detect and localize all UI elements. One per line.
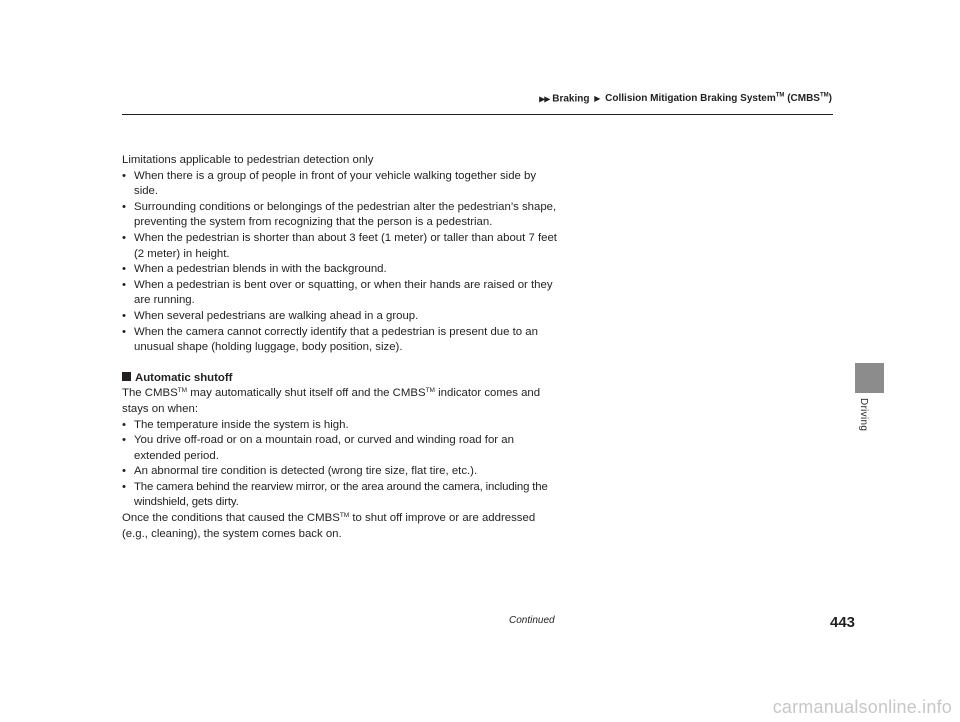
pedestrian-limits-intro: Limitations applicable to pedestrian detection only xyxy=(122,154,374,166)
double-arrow-icon: ▶▶ xyxy=(539,94,550,104)
arrow-icon: ▶ xyxy=(594,94,601,104)
watermark: carmanualsonline.info xyxy=(772,697,952,717)
chapter-label: Driving xyxy=(858,398,869,432)
bullet-icon: • xyxy=(122,278,126,291)
square-icon xyxy=(122,372,131,381)
list-item: • When the pedestrian is shorter than about 3 feet (1 meter) or taller than about 7 feet (2 meter) in height. xyxy=(122,231,557,260)
bullet-icon: • xyxy=(122,418,126,431)
list-item: • When there is a group of people in front of your vehicle walking together side by side. xyxy=(122,169,537,198)
section-heading: Automatic shutoff xyxy=(122,371,562,387)
bullet-icon: • xyxy=(122,480,126,493)
bullet-icon: • xyxy=(122,325,126,338)
list-item: • The camera behind the rearview mirror, or the area around the camera, including the windshield, gets dirty. xyxy=(122,480,548,509)
bullet-icon: • xyxy=(122,434,126,447)
closing-paragraph: Once the conditions that caused the CMBS™ to shut off improve or are addressed (e.g., cleaning), the system comes back on. xyxy=(122,512,536,540)
bullet-icon: • xyxy=(122,465,126,478)
bullet-icon: • xyxy=(122,263,126,276)
list-item: • You drive off-road or on a mountain road, or curved and winding road for an extended period. xyxy=(122,434,514,462)
shutoff-paragraph: The CMBS™ may automatically shut itself off and the CMBS™ indicator comes and stays on when: xyxy=(122,387,541,415)
bullet-icon: • xyxy=(122,309,126,322)
list-item: • When the camera cannot correctly identify that a pedestrian is present due to an unusual shape (holding luggage, body position, size). xyxy=(122,325,538,354)
header-rule xyxy=(122,114,833,115)
breadcrumb xyxy=(539,93,832,104)
bullet-icon: • xyxy=(122,231,126,244)
list-item: • When a pedestrian is bent over or squatting, or when their hands are raised or they are running. xyxy=(122,278,553,307)
list-item: • An abnormal tire condition is detected (wrong tire size, flat tire, etc.). xyxy=(122,464,562,480)
bullet-icon: • xyxy=(122,200,126,213)
breadcrumb-braking: Braking xyxy=(552,93,590,105)
list-item: • The temperature inside the system is high. xyxy=(122,418,562,434)
main-content xyxy=(122,153,562,542)
breadcrumb-cmbs: Collision Mitigation Braking System™ (CMBS™) xyxy=(605,93,832,105)
list-item: • Surrounding conditions or belongings of the pedestrian alter the pedestrian’s shape, preventing the system from recognizing that the person is a pedestrian. xyxy=(122,200,557,229)
continued-label: Continued xyxy=(509,615,555,626)
list-item: • When several pedestrians are walking ahead in a group. xyxy=(122,309,562,325)
chapter-tab xyxy=(855,363,884,393)
shutoff-conditions-list xyxy=(122,418,562,512)
list-item: • When a pedestrian blends in with the background. xyxy=(122,262,562,278)
bullet-icon: • xyxy=(122,169,126,182)
pedestrian-limits-list xyxy=(122,169,562,356)
page-number: 443 xyxy=(830,614,856,631)
